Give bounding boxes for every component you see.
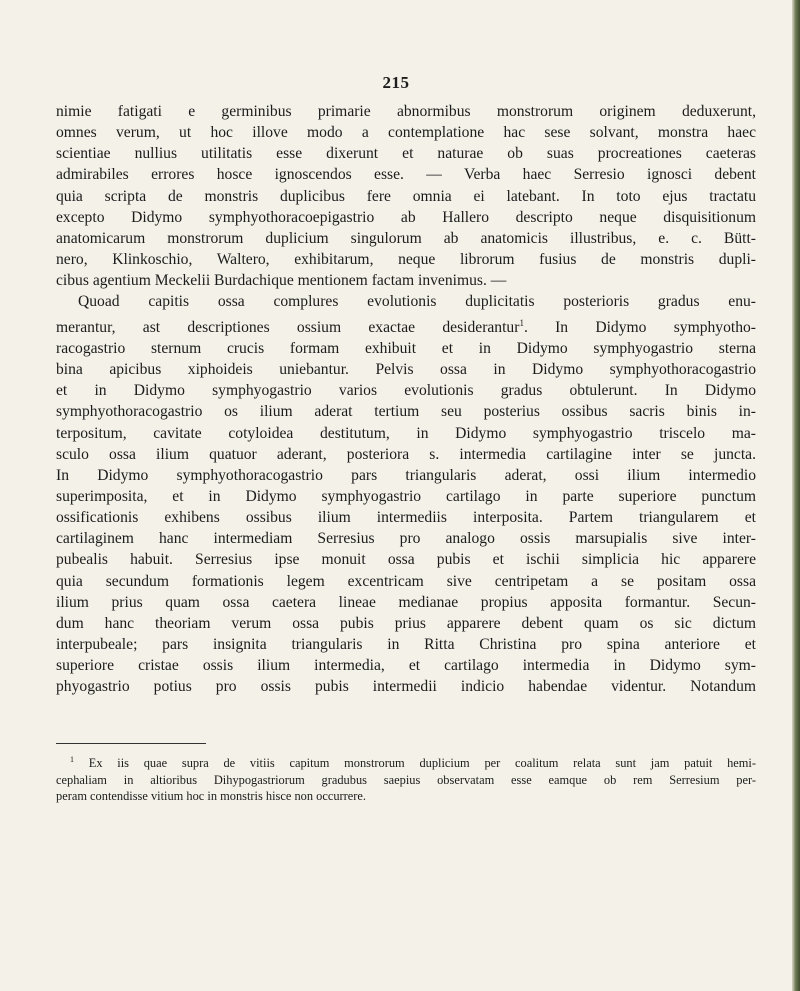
page-number: 215 [382,73,410,92]
text-line: et in Didymo symphyogastrio varios evolutionis gradus obtulerunt. In Didymo [56,382,756,400]
text-line: phyogastrio potius pro ossis pubis intermedii indicio habendae videntur. Notandum [56,678,756,696]
text-line: dum hanc theoriam verum ossa pubis prius apparere debent quam os sic dictum [56,614,756,632]
footnote-marker: 1 [70,755,74,764]
footnote-text: Ex iis quae supra de vitiis capitum monstrorum duplicium per coalitum relata sunt jam patuit hemi- [88,756,756,771]
text-line: sculo ossa ilium quatuor aderant, posteriora s. intermedia cartilagine inter se juncta. [56,445,756,463]
text-line: In Didymo symphyothoracogastrio pars triangularis aderat, ossi ilium intermedio [56,466,756,484]
text-line: bina apicibus xiphoideis uniebantur. Pelvis ossa in Didymo symphyothoracogastrio [56,361,756,379]
text-line: superiore cristae ossis ilium intermedia, et cartilago intermedia in Didymo sym- [56,657,756,675]
text-line: ilium prius quam ossa caetera lineae medianae propius apposita formantur. Secun- [56,593,756,611]
text-line: Quoad capitis ossa complures evolutionis duplicitatis posterioris gradus enu- [78,293,756,311]
footnote-line: cephaliam in altioribus Dihypogastriorum gradubus saepius observatam esse eamque ob rem Serresium per- [56,772,756,787]
text-line: nero, Klinkoschio, Waltero, exhibitarum, neque librorum fusius de monstris dupli- [56,251,756,269]
text-line: omnes verum, ut hoc illove modo a contemplatione hac sese solvant, monstra haec [56,124,756,142]
text-line: anatomicarum monstrorum duplicium singulorum ab anatomicis illustribus, e. c. Bütt- [56,229,756,247]
footnote-line: peram contendisse vitium hoc in monstris hisce non occurrere. [56,789,367,804]
text-line: scientiae nullius utilitatis esse dixerunt et naturae ob suas procreationes caeteras [56,145,756,163]
footnote-line [56,752,756,772]
text-line: interpubeale; pars insignita triangularis in Ritta Christina pro spina anteriore et [56,636,756,654]
text-line-with-footnote [56,313,756,338]
footnote [56,752,756,805]
footnote-divider [56,743,206,744]
footnote-reference: 1 [519,317,524,328]
text-line: ossificationis exhibens ossibus ilium intermediis interposita. Partem triangularem et [56,509,756,527]
text-line: symphyothoracogastrio os ilium aderat tertium seu posterius ossibus sacris binis in- [56,403,756,421]
text-segment: merantur, ast descriptiones ossium exactae desiderantur [56,318,520,336]
text-line: pubealis habuit. Serresius ipse monuit ossa pubis et ischii simplicia hic apparere [56,551,756,569]
text-line: racogastrio sternum crucis formam exhibuit et in Didymo symphyogastrio sterna [56,339,756,357]
text-line: cartilaginem hanc intermediam Serresius pro analogo ossis marsupialis sive inter- [56,530,756,548]
text-line: terpositum, cavitate cotyloidea destitutum, in Didymo symphyogastrio triscelo ma- [56,424,756,442]
text-line: cibus agentium Meckelii Burdachique mentionem factam invenimus. — [56,272,507,290]
text-line: superimposita, et in Didymo symphyogastrio cartilago in parte superiore punctum [56,488,756,505]
text-line: quia scripta de monstris duplicibus fere omnia ei latebant. In toto ejus tractatu [56,187,756,205]
scan-edge-strip [792,0,800,991]
text-line: excepto Didymo symphyothoracoepigastrio ab Hallero descripto neque disquisitionum [56,208,756,226]
main-text [56,101,756,698]
text-line: quia secundum formationis legem excentricam sive centripetam a se positam ossa [56,572,756,590]
text-segment: . In Didymo symphyotho- [523,318,757,336]
text-line: admirabiles errores hosce ignoscendos esse. — Verba haec Serresio ignosci debent [56,166,756,184]
text-line: nimie fatigati e germinibus primarie abnormibus monstrorum originem deduxerunt, [56,103,756,120]
